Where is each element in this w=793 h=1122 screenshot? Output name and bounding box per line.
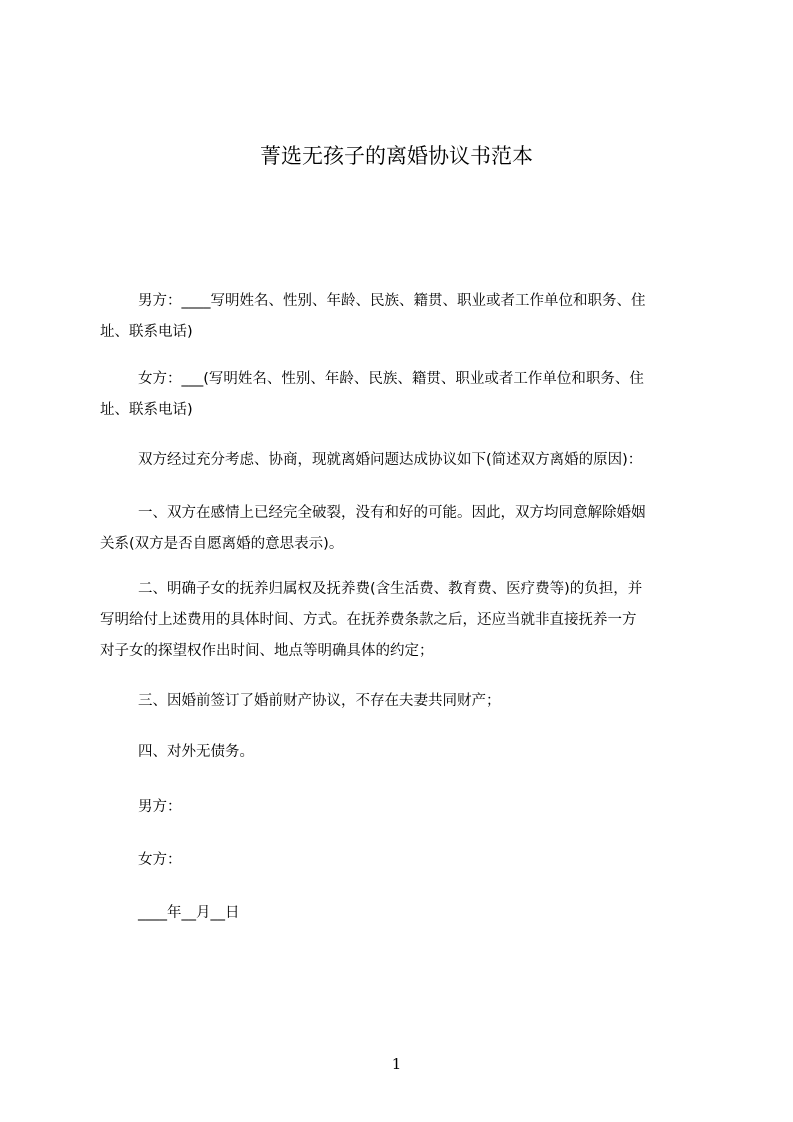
paragraph-line: 四、对外无债务。 (138, 744, 254, 760)
paragraph-line: 址、联系电话) (100, 402, 193, 418)
paragraph-male-party (100, 286, 700, 348)
paragraph-line: 双方经过充分考虑、协商，现就离婚问题达成协议如下(简述双方离婚的原因)： (138, 452, 643, 468)
paragraph-line: 一、双方在感情上已经完全破裂，没有和好的可能。因此，双方均同意解除婚姻 (138, 505, 646, 521)
paragraph-line: 女方： (138, 852, 182, 868)
paragraph-line: 二、明确子女的抚养归属权及抚养费(含生活费、教育费、医疗费等)的负担，并 (138, 581, 643, 597)
page-number: 1 (391, 1055, 402, 1073)
paragraph-line: 三、因婚前签订了婚前财产协议，不存在夫妻共同财产； (138, 693, 501, 709)
paragraph-clause-three (100, 686, 700, 717)
paragraph-line: 写明给付上述费用的具体时间、方式。在抚养费条款之后，还应当就非直接抚养一方 (100, 612, 637, 628)
paragraph-line: 对子女的探望权作出时间、地点等明确具体的约定； (100, 643, 434, 659)
paragraph-agreement-intro (100, 445, 700, 476)
paragraph-line: 男方：____写明姓名、性别、年龄、民族、籍贯、职业或者工作单位和职务、住 (138, 293, 646, 309)
paragraph-clause-one (100, 498, 700, 560)
signature-date (100, 898, 700, 929)
paragraph-line: 关系(双方是否自愿离婚的意思表示)。 (100, 536, 344, 552)
paragraph-line: 址、联系电话) (100, 324, 193, 340)
document-title: 菁选无孩子的离婚协议书范本 (260, 144, 533, 168)
paragraph-line: 女方：___(写明姓名、性别、年龄、民族、籍贯、职业或者工作单位和职务、住 (138, 371, 644, 387)
signature-male (100, 792, 700, 823)
paragraph-line: 男方： (138, 799, 182, 815)
paragraph-female-party (100, 364, 700, 426)
signature-female (100, 845, 700, 876)
paragraph-clause-four (100, 737, 700, 768)
paragraph-line: ____年__月__日 (138, 905, 240, 921)
paragraph-clause-two (100, 574, 700, 667)
